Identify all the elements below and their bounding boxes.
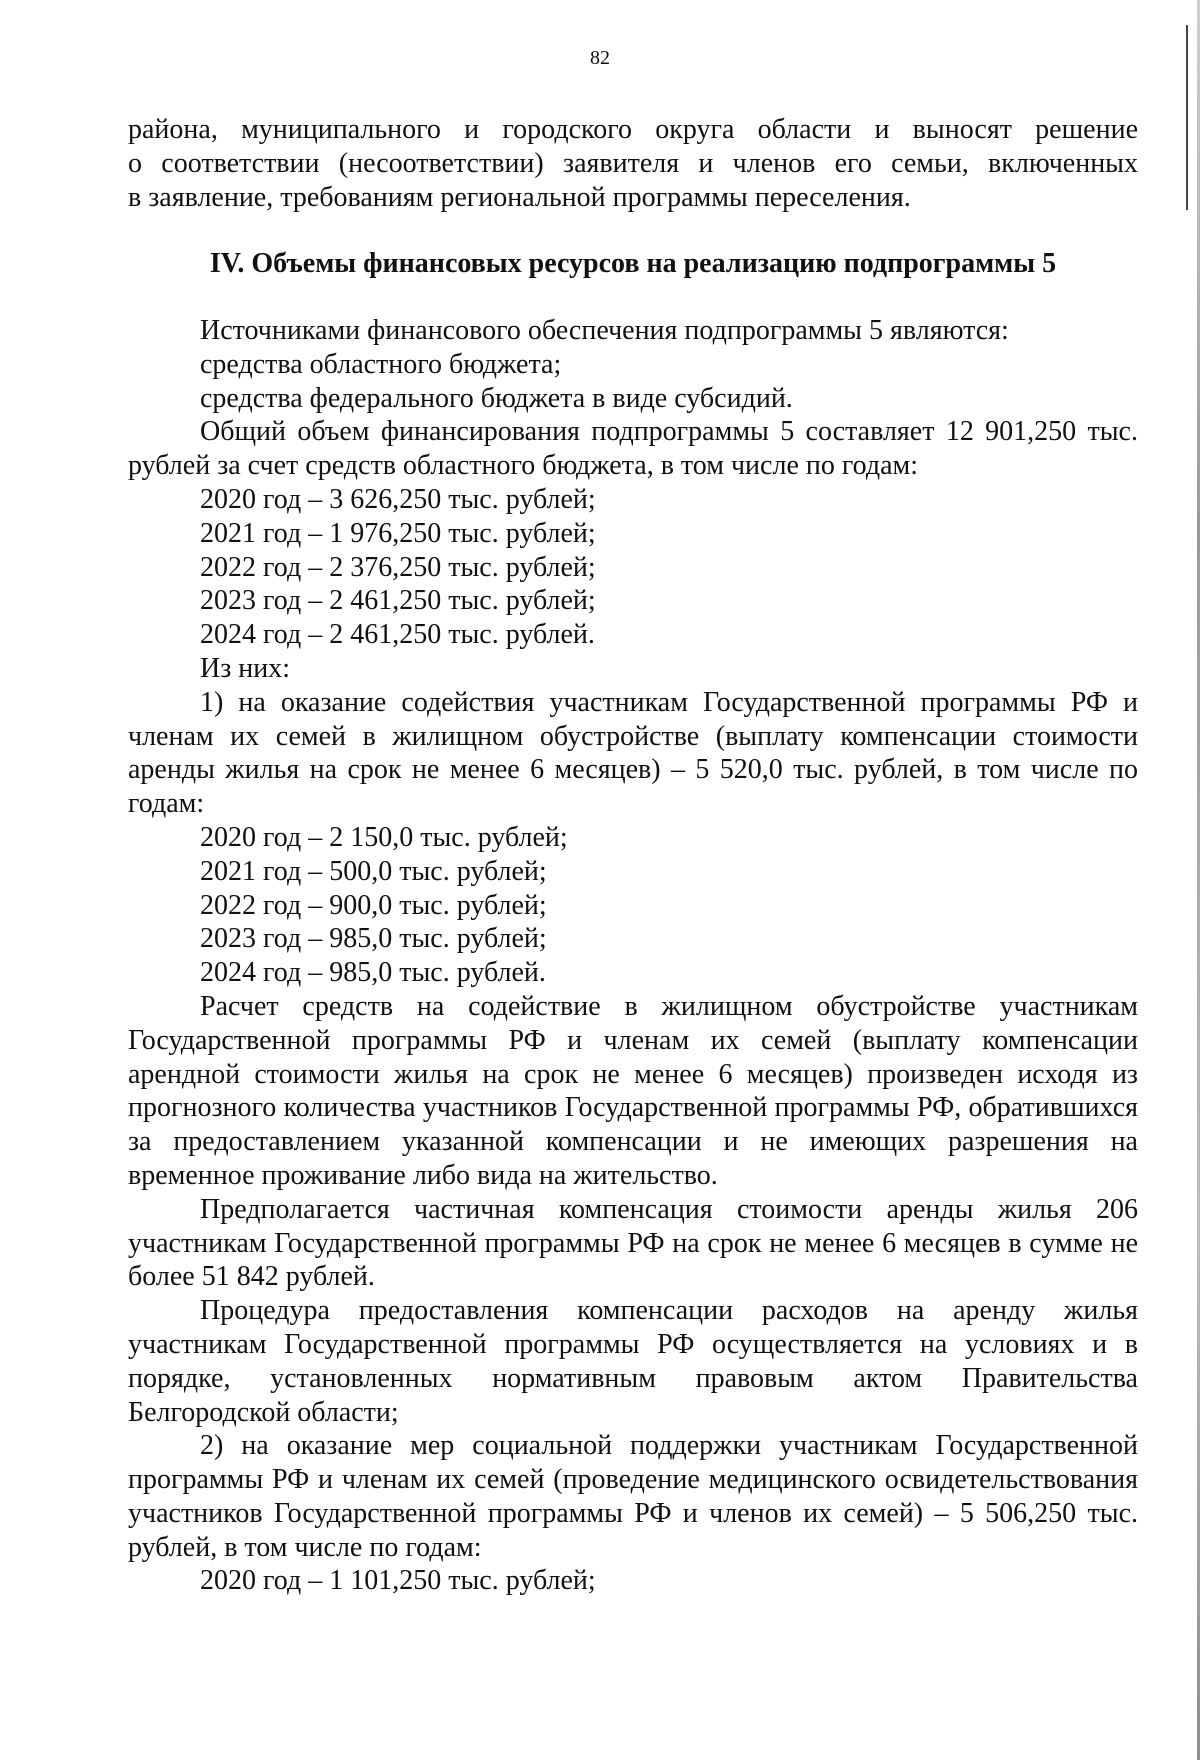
total-year: 2021 год – 1 976,250 тыс. рублей; (200, 517, 596, 549)
partial-compensation-paragraph: Предполагается частичная компенсация стоимости аренды жилья 206 участникам Государственной программы РФ на срок не менее 6 месяцев в сумме не более 51 842 рублей. (128, 1193, 1138, 1293)
total-year: 2024 год – 2 461,250 тыс. рублей. (200, 619, 595, 651)
of-them-label: Из них: (200, 652, 291, 684)
calculation-paragraph: Расчет средств на содействие в жилищном обустройстве участникам Государственной программы РФ и членам их семей (выплату компенсации арендной стоимости жилья на срок не менее 6 месяцев) произведен исходя из прогнозного количества участников Государственной программы РФ, обратившихся за предоставлением указанной компенсации и не имеющих разрешения на временное проживание либо вида на жительство. (128, 990, 1138, 1191)
item1-year: 2024 год – 985,0 тыс. рублей. (200, 957, 546, 989)
total-year: 2023 год – 2 461,250 тыс. рублей; (200, 585, 596, 617)
procedure-paragraph: Процедура предоставления компенсации расходов на аренду жилья участникам Государственной программы РФ осуществляется на условиях и в порядке, установленных нормативным правовым актом Правительства Белгородской области; (128, 1295, 1138, 1428)
item1-year: 2020 год – 2 150,0 тыс. рублей; (200, 821, 568, 853)
total-paragraph: Общий объем финансирования подпрограммы 5 составляет 12 901,250 тыс. рублей за счет средств областного бюджета, в том числе по годам: (128, 416, 1138, 482)
source-item: средства федерального бюджета в виде субсидий. (200, 382, 793, 414)
section-heading: IV. Объемы финансовых ресурсов на реализацию подпрограммы 5 (209, 248, 1057, 279)
total-year: 2022 год – 2 376,250 тыс. рублей; (200, 551, 596, 583)
page-number: 82 (590, 47, 610, 69)
intro-line: в заявление, требованиям региональной программы переселения. (128, 181, 911, 213)
item1-year: 2022 год – 900,0 тыс. рублей; (200, 889, 547, 921)
intro-line: района, муниципального и городского округа области и выносят решение (128, 114, 1138, 145)
section-body (128, 314, 1138, 1598)
item1-year: 2021 год – 500,0 тыс. рублей; (200, 855, 547, 887)
item2-paragraph: 2) на оказание мер социальной поддержки участникам Государственной программы РФ и членам их семей (проведение медицинского освидетельствования участников Государственной программы РФ и членов их семей) – 5 506,250 тыс. рублей, в том числе по годам: (128, 1430, 1138, 1563)
intro-paragraph (128, 113, 1138, 214)
item1-year: 2023 год – 985,0 тыс. рублей; (200, 923, 547, 955)
total-year: 2020 год – 3 626,250 тыс. рублей; (200, 483, 596, 515)
item1-paragraph: 1) на оказание содействия участникам Государственной программы РФ и членам их семей в жилищном обустройстве (выплату компенсации стоимости аренды жилья на срок не менее 6 месяцев) – 5 520,0 тыс. рублей, в том числе по годам: (128, 686, 1138, 820)
intro-line: о соответствии (несоответствии) заявителя и членов его семьи, включенных (128, 147, 1138, 179)
sources-intro: Источниками финансового обеспечения подпрограммы 5 являются: (200, 315, 1009, 346)
item2-year: 2020 год – 1 101,250 тыс. рублей; (200, 1565, 596, 1597)
source-item: средства областного бюджета; (200, 348, 562, 380)
